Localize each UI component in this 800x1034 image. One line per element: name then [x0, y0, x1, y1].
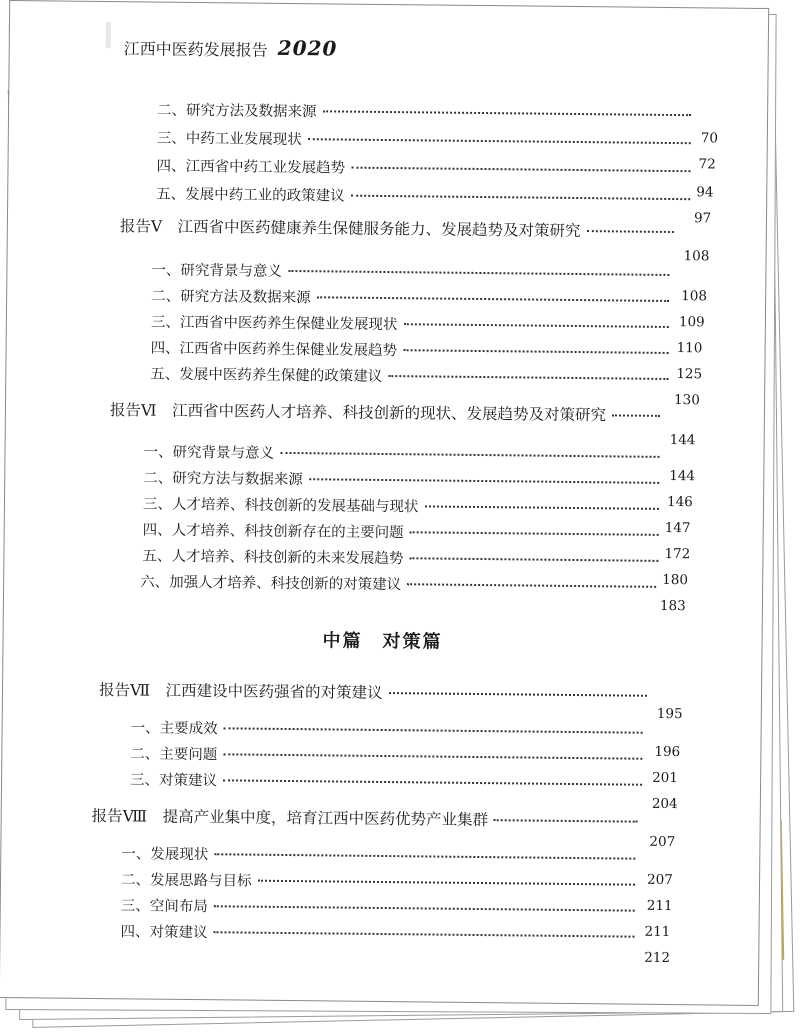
toc-page-number: 94 [696, 184, 714, 201]
toc-entry[interactable] [130, 742, 648, 768]
toc-report-title: 报告Ⅵ 江西省中医药人才培养、科技创新的现状、发展趋势及对策研究 [109, 401, 607, 425]
toc-page-number: 172 [664, 545, 691, 563]
toc-entry-title: 二、研究方法及数据来源 [151, 288, 311, 307]
toc-page-number: 180 [662, 571, 689, 589]
toc-page-number: 130 [674, 392, 700, 409]
toc-entry[interactable] [140, 570, 662, 596]
leader-dots [214, 853, 635, 859]
toc-entry-title: 五、发展中药工业的政策建议 [156, 186, 345, 205]
toc-page-number: 196 [654, 743, 681, 761]
toc-entry-title: 三、人才培养、科技创新的发展基础与现状 [142, 496, 419, 516]
toc-entry[interactable] [121, 894, 641, 920]
toc-entry[interactable] [143, 518, 665, 544]
leader-dots [389, 692, 647, 697]
toc-entry[interactable] [143, 440, 665, 466]
running-header-year: 2020 [277, 35, 338, 61]
scan-mark [106, 22, 111, 48]
toc-entry-title: 四、人才培养、科技创新存在的主要问题 [142, 522, 404, 542]
toc-entry-title: 二、发展思路与目标 [120, 872, 252, 890]
toc-entry-title: 三、对策建议 [129, 772, 218, 790]
leader-dots [214, 905, 635, 911]
toc-entry[interactable] [151, 337, 675, 363]
running-header-title: 江西中医药发展报告 [123, 39, 268, 60]
toc-entry-title: 五、人才培养、科技创新的未来发展趋势 [142, 548, 404, 568]
toc-entry-title: 一、发展现状 [121, 846, 209, 864]
toc-report-entry[interactable] [110, 398, 666, 426]
toc-page-number: 211 [644, 923, 671, 941]
leader-dots [407, 583, 656, 588]
leader-dots [223, 779, 642, 785]
toc-entry[interactable] [157, 99, 697, 126]
toc-entry[interactable] [150, 363, 674, 389]
toc-report-entry[interactable] [92, 804, 644, 832]
leader-dots [388, 375, 668, 380]
toc-page-number: 212 [644, 949, 671, 967]
leader-dots [308, 138, 691, 144]
toc-page-number: 201 [652, 769, 679, 787]
toc-entry[interactable] [131, 716, 649, 742]
toc-entry-title: 五、发展中医药养生保健的政策建议 [150, 366, 383, 385]
leader-dots [403, 349, 669, 354]
toc-page-number: 144 [669, 431, 696, 449]
toc-page-number: 109 [678, 314, 705, 331]
toc-page-number: 72 [698, 156, 716, 173]
leader-dots [317, 296, 670, 302]
toc-entry-title: 二、研究方法及数据来源 [157, 102, 317, 121]
toc-entry[interactable] [157, 127, 697, 154]
toc-entry-title: 一、研究背景与意义 [143, 444, 275, 462]
toc-page-number: 147 [664, 519, 691, 537]
toc-entry[interactable] [156, 155, 696, 182]
toc-entry[interactable] [156, 183, 696, 210]
toc-report-title: 报告Ⅶ 江西建设中医药强省的对策建议 [98, 681, 383, 702]
toc-entry[interactable] [143, 492, 665, 518]
toc-entry-title: 三、江西省中医药养生保健业发展现状 [150, 314, 398, 334]
toc-page-number: 70 [700, 130, 719, 147]
toc-page-number: 211 [646, 897, 673, 915]
toc-report-title: 报告Ⅷ 提高产业集中度，培育江西中医药优势产业集群 [91, 806, 489, 830]
toc-page-number: 195 [656, 705, 683, 723]
toc-entry-title: 三、中药工业发展现状 [156, 130, 302, 149]
toc-entry[interactable] [121, 842, 641, 868]
toc-entry[interactable] [151, 259, 675, 285]
toc-entry-title: 六、加强人才培养、科技创新的对策建议 [140, 574, 402, 594]
leader-dots [494, 819, 638, 823]
toc-entry[interactable] [143, 466, 665, 492]
toc-page-number: 125 [676, 366, 703, 383]
toc-page-number: 207 [649, 833, 676, 851]
toc-report-title: 报告Ⅴ 江西省中医药健康养生保健服务能力、发展趋势及对策研究 [119, 217, 581, 241]
toc-entry[interactable] [120, 920, 640, 946]
toc-page-number: 183 [659, 597, 686, 615]
toc-page-number: 204 [651, 795, 678, 813]
leader-dots [213, 931, 634, 937]
toc-entry-title: 四、江西省中药工业发展趋势 [156, 158, 346, 177]
toc-entry[interactable] [121, 868, 641, 894]
toc-page-number: 207 [646, 871, 673, 889]
leader-dots [409, 557, 658, 562]
toc-page-number: 110 [676, 340, 703, 357]
toc-page-number: 97 [693, 210, 712, 227]
toc-entry[interactable] [142, 544, 664, 570]
leader-dots [323, 110, 692, 116]
toc-entry-title: 一、研究背景与意义 [151, 262, 282, 280]
toc-report-entry[interactable] [120, 214, 680, 242]
leader-dots [410, 531, 659, 536]
leader-dots [288, 270, 670, 276]
leader-dots [403, 323, 669, 328]
leader-dots [587, 230, 674, 233]
leader-dots [224, 727, 643, 733]
leader-dots [612, 414, 660, 417]
leader-dots [280, 452, 660, 458]
toc-entry-title: 四、江西省中医药养生保健业发展趋势 [150, 340, 398, 360]
toc-report-entry[interactable] [99, 678, 653, 706]
leader-dots [424, 505, 659, 509]
leader-dots [351, 195, 691, 201]
toc-entry-title: 二、研究方法与数据来源 [143, 470, 303, 489]
leader-dots [223, 753, 642, 759]
toc-entry-title: 四、对策建议 [120, 924, 208, 942]
toc-entry-title: 三、空间布局 [120, 898, 208, 916]
part-heading: 中篇 对策篇 [322, 630, 443, 653]
toc-entry[interactable] [151, 285, 675, 311]
toc-page-number: 144 [669, 467, 696, 485]
toc-page-number: 108 [683, 248, 710, 265]
toc-entry[interactable] [151, 311, 675, 337]
toc-entry[interactable] [130, 768, 648, 794]
leader-dots [351, 167, 691, 173]
leader-dots [309, 478, 660, 484]
toc-page-number: 108 [681, 288, 708, 305]
toc-entry-title: 一、主要成效 [130, 720, 218, 738]
leader-dots [258, 880, 636, 886]
toc-page-number: 146 [666, 493, 693, 511]
toc-entry-title: 二、主要问题 [130, 746, 218, 764]
